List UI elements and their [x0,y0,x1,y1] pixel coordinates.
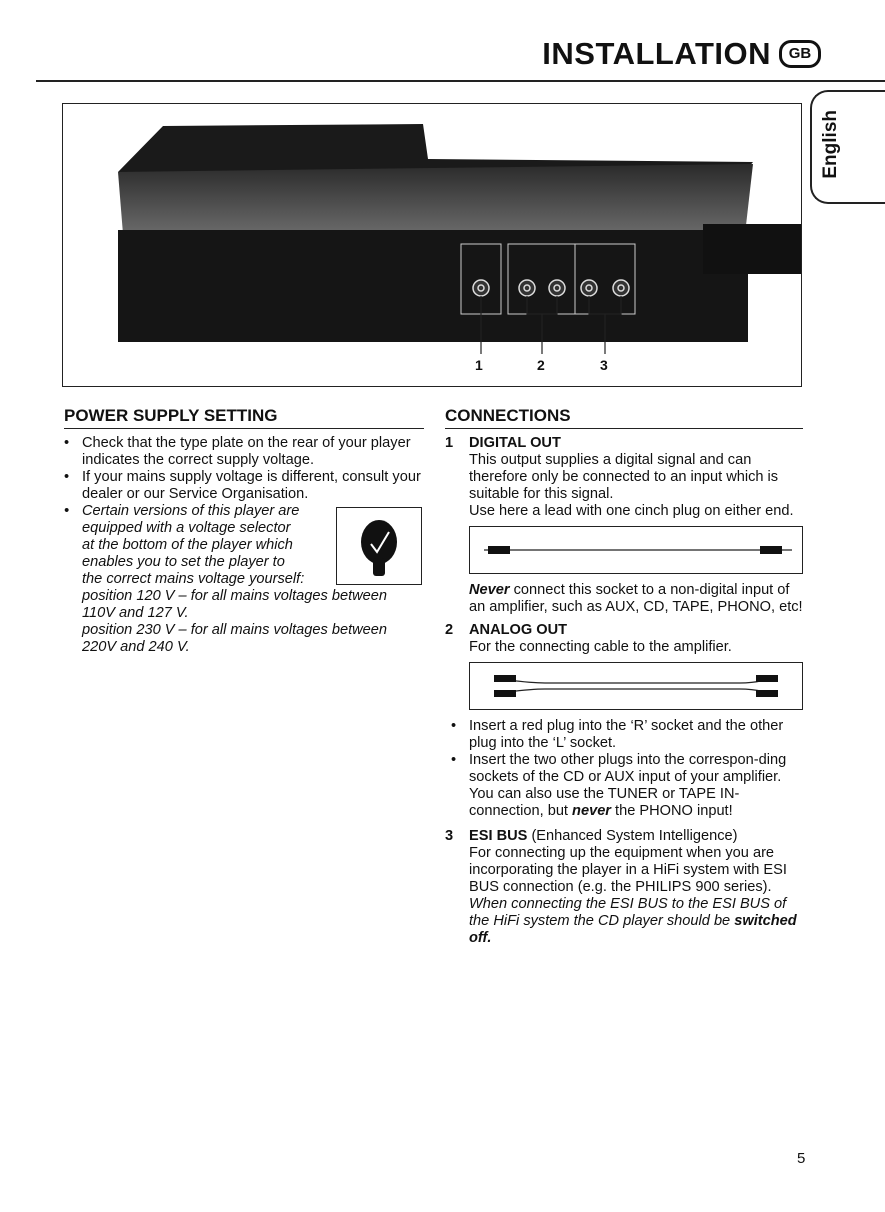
list-item: • If your mains supply voltage is different, consult your dealer or our Service Organisation. [64,469,426,503]
callout-3: 3 [600,357,608,373]
page-number: 5 [797,1150,806,1167]
voltage-position-120 [64,588,426,622]
cinch-cable-illustration [469,526,803,574]
item-number: 3 [445,828,454,844]
note-line: enables you to set the player to [82,554,285,570]
note-line: equipped with a voltage selector [82,520,291,536]
tip-text-end: the PHONO input! [611,803,733,819]
connections-heading: CONNECTIONS [445,406,803,429]
item-text: For the connecting cable to the amplifier. [469,639,732,655]
list-item: • Insert the two other plugs into the correspon-ding sockets of the CD or AUX input of your amplifier. [451,752,803,786]
page-title [542,36,821,72]
item-warning: connect this socket to a non-digital input of an amplifier, such as AUX, CD, TAPE, PHONO, etc! [469,582,803,615]
warning-text: When connecting the ESI BUS to the ESI BUS of the HiFi system the CD player should be [469,896,787,929]
voltage-position-230 [64,622,426,656]
list-item: • Insert a red plug into the ‘R’ socket and the other plug into the ‘L’ socket. [451,718,803,752]
never-emphasis: Never [469,582,510,598]
note-line: 220V and 240 V. [82,639,190,655]
connection-item-esi-bus [445,828,803,947]
esi-warning [469,896,803,947]
item-title: ANALOG OUT [469,622,568,638]
item-text-2: Use here a lead with one cinch plug on either end. [469,503,794,519]
header-rule [36,80,885,82]
language-tab [810,90,885,204]
callout-2: 2 [537,357,545,373]
stereo-cable-illustration [469,662,803,710]
item-title-rest: (Enhanced System Intelligence) [527,828,738,844]
note-line: the correct mains voltage yourself: [82,571,305,587]
language-tab-label: English [820,110,841,179]
callout-1: 1 [475,357,483,373]
item-title: DIGITAL OUT [469,435,561,451]
note-line: 110V and 127 V. [82,605,189,621]
item-text: For connecting up the equipment when you are incorporating the player in a HiFi system with ESI BUS connection (e.g. the PHILIPS 900 series). [469,845,787,895]
tip-text: You can also use the TUNER or TAPE IN-connection, but [469,786,740,819]
note-line: • Certain versions of this player are [82,503,300,519]
rear-panel-figure [62,103,802,387]
single-cable-icon [470,527,800,573]
gb-badge: GB [779,40,821,68]
hand-pointer-illustration [336,507,422,585]
note-line: position 120 V – for all mains voltages between [82,588,388,604]
connection-item-analog-out [445,622,803,710]
connection-item-digital-out [445,435,803,616]
hand-pointer-icon [337,508,421,584]
player-rear-illustration [63,104,801,386]
item-number: 1 [445,435,454,451]
note-line: position 230 V – for all mains voltages between [82,622,388,638]
never-emphasis: never [572,803,611,819]
item-title: ESI BUS [469,828,528,844]
title-text: INSTALLATION [542,36,771,71]
double-cable-icon [470,663,800,709]
note-line: at the bottom of the player which [82,537,293,553]
item-number: 2 [445,622,454,638]
connections-section [445,435,803,947]
warning-emphasis: switched off. [469,913,797,946]
item-text: This output supplies a digital signal and can therefore only be connected to an input which is suitable for this signal. [469,452,779,502]
list-item: • Check that the type plate on the rear of your player indicates the correct supply voltage. [64,435,426,469]
analog-tip [445,786,803,820]
power-supply-heading: POWER SUPPLY SETTING [64,406,424,429]
